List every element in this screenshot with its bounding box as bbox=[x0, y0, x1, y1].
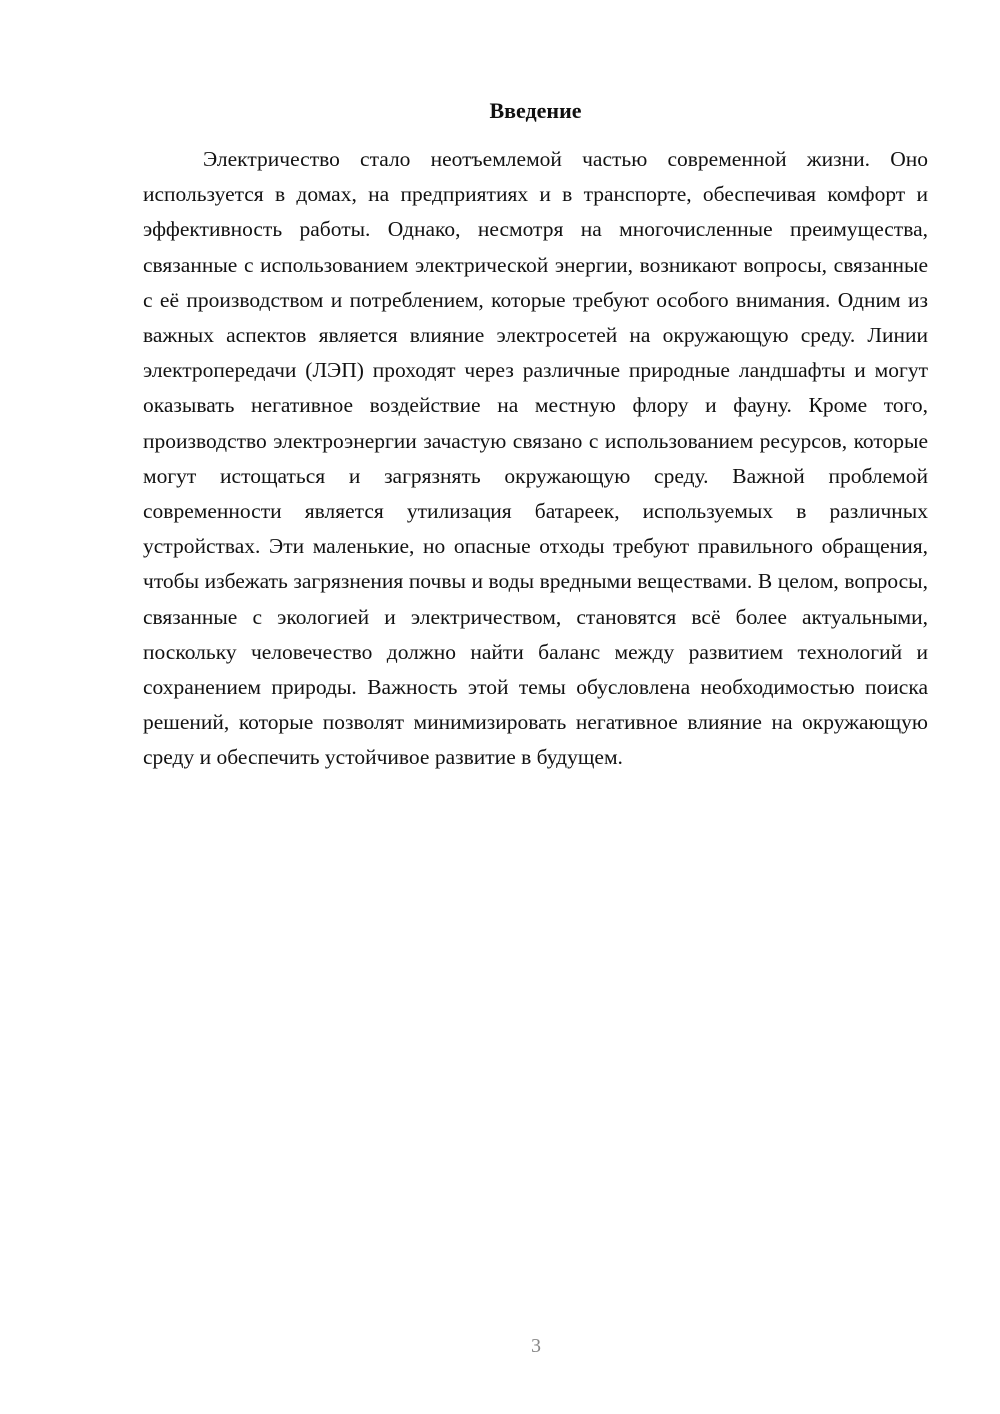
intro-paragraph: Электричество стало неотъемлемой частью современной жизни. Оно используется в домах, на предприятиях и в транспорте, обеспечивая комфорт и эффективность работы. Однако, несмотря на многочисленные преимущества, связанные с использованием электрической энергии, возникают вопросы, связанные с её производством и потреблением, которые требуют особого внимания. Одним из важных аспектов является влияние электросетей на окружающую среду. Линии электропередачи (ЛЭП) проходят через различные природные ландшафты и могут оказывать негативное воздействие на местную флору и фауну. Кроме того, производство электроэнергии зачастую связано с использованием ресурсов, которые могут истощаться и загрязнять окружающую среду. Важной проблемой современности является утилизация батареек, используемых в различных устройствах. Эти маленькие, но опасные отходы требуют правильного обращения, чтобы избежать загрязнения почвы и воды вредными веществами. В целом, вопросы, связанные с экологией и электричеством, становятся всё более актуальными, поскольку человечество должно найти баланс между развитием технологий и сохранением природы. Важность этой темы обусловлена необходимостью поиска решений, которые позволят минимизировать негативное влияние на окружающую среду и обеспечить устойчивое развитие в будущем. bbox=[143, 147, 928, 770]
section-title: Введение bbox=[489, 98, 582, 123]
page-number: 3 bbox=[531, 1335, 541, 1357]
